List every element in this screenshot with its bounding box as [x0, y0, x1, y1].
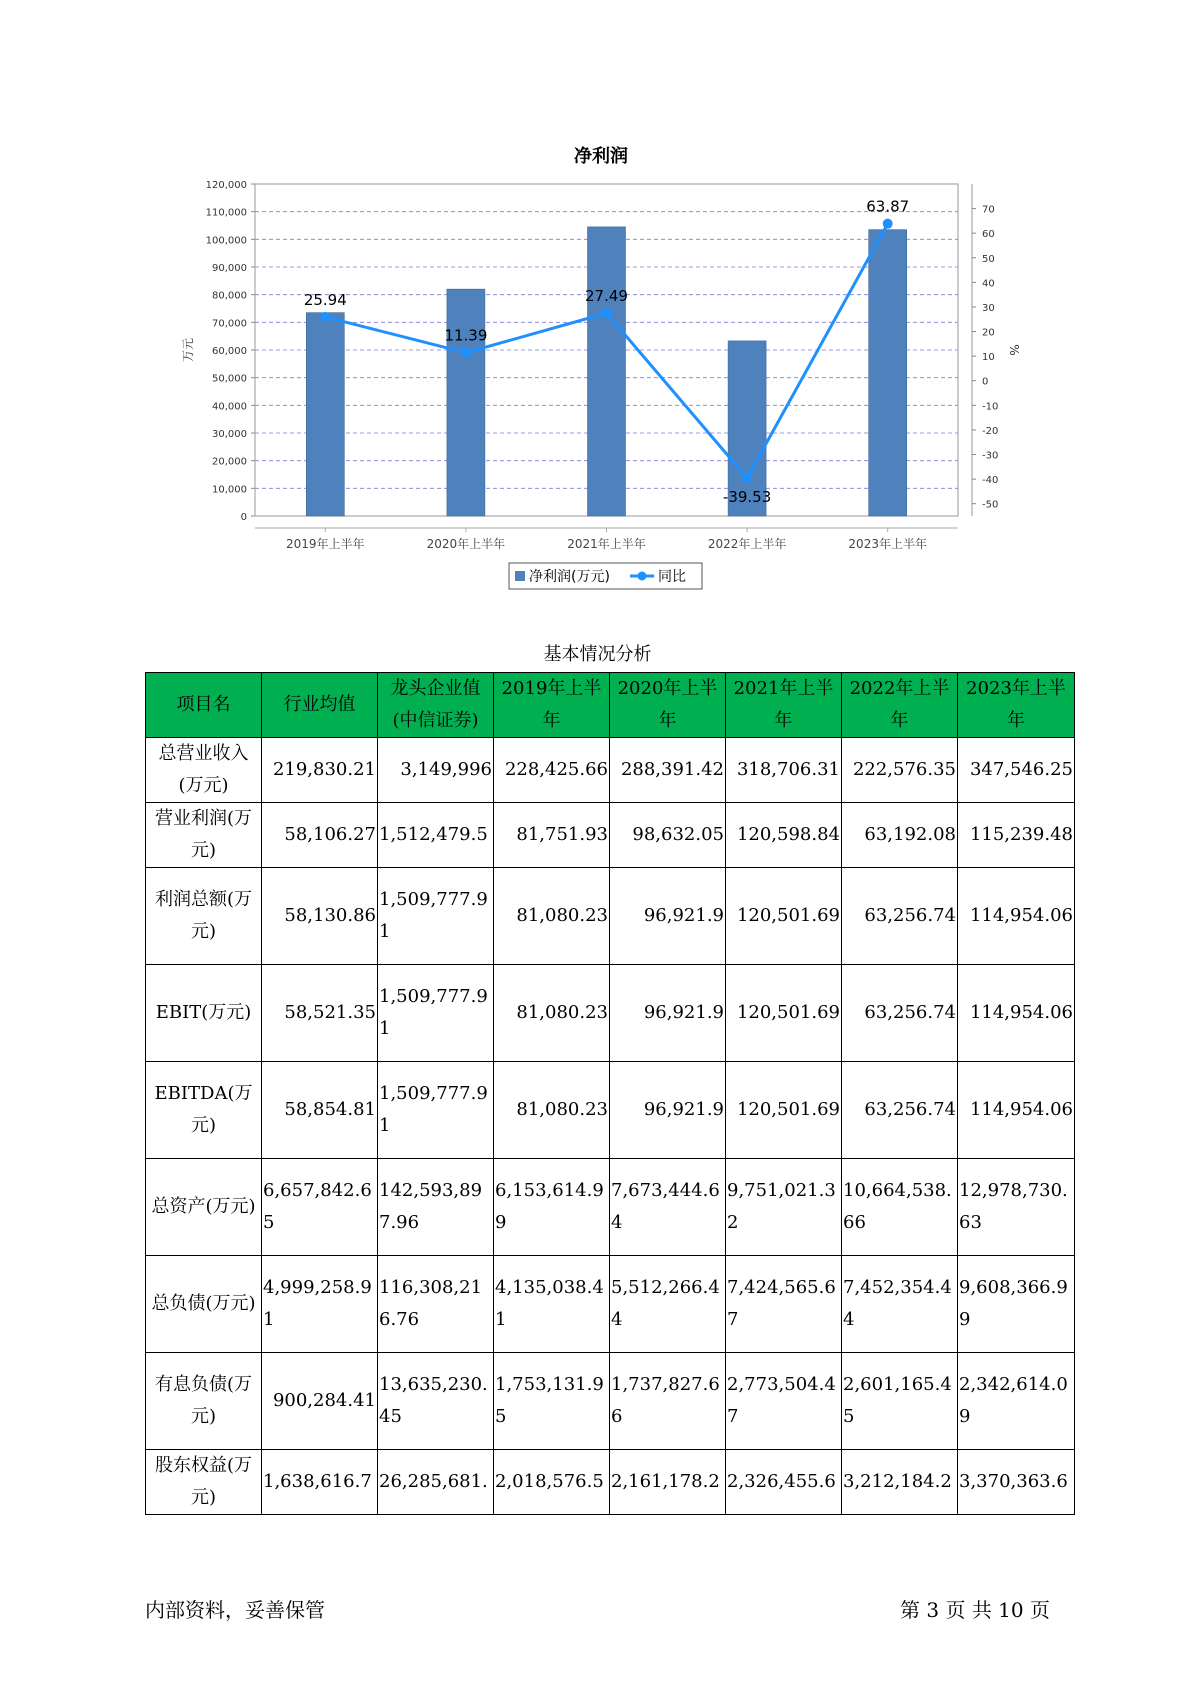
y2-tick-label: 60: [982, 229, 995, 241]
value-cell: 58,854.81: [262, 1062, 378, 1159]
basic-analysis-table: [145, 672, 1075, 1515]
row-label-cell: 总营业收入(万元): [146, 738, 262, 803]
y-tick-label: 70,000: [212, 318, 247, 330]
bar-net-profit: [588, 227, 626, 516]
row-label-cell: 总负债(万元): [146, 1256, 262, 1353]
table-header-row: [146, 673, 1075, 738]
legend-label-net-profit: 净利润(万元): [529, 569, 610, 585]
data-label-yoy: 25.94: [303, 290, 347, 309]
value-cell: 116,308,216.76: [378, 1256, 494, 1353]
value-cell: 6,657,842.65: [262, 1159, 378, 1256]
row-label-cell: 股东权益(万元): [146, 1450, 262, 1515]
header-cell: 项目名: [146, 673, 262, 738]
value-cell: 63,192.08: [842, 803, 958, 868]
y-tick-label: 50,000: [212, 373, 247, 385]
legend-label-yoy: 同比: [658, 569, 686, 585]
data-label-yoy: 63.87: [866, 197, 910, 216]
value-cell: 2,326,455.6: [726, 1450, 842, 1515]
table-row: [146, 965, 1075, 1062]
y2-tick-label: -50: [982, 499, 999, 511]
y2-tick-label: 70: [982, 204, 995, 216]
value-cell: 96,921.9: [610, 868, 726, 965]
value-cell: 81,080.23: [494, 868, 610, 965]
net-profit-chart: [0, 0, 1191, 600]
value-cell: 3,212,184.2: [842, 1450, 958, 1515]
value-cell: 58,130.86: [262, 868, 378, 965]
y2-tick-label: 40: [982, 278, 995, 290]
value-cell: 96,921.9: [610, 965, 726, 1062]
value-cell: 120,501.69: [726, 868, 842, 965]
value-cell: 120,598.84: [726, 803, 842, 868]
value-cell: 6,153,614.99: [494, 1159, 610, 1256]
value-cell: 98,632.05: [610, 803, 726, 868]
value-cell: 2,018,576.5: [494, 1450, 610, 1515]
table-row: [146, 1256, 1075, 1353]
legend-marker-yoy: [638, 572, 647, 581]
y-tick-label: 110,000: [205, 207, 247, 219]
value-cell: 288,391.42: [610, 738, 726, 803]
table-body: [146, 738, 1075, 1515]
y2-tick-label: 20: [982, 327, 995, 339]
row-label-cell: 总资产(万元): [146, 1159, 262, 1256]
point-yoy: [461, 348, 471, 358]
y-tick-label: 60,000: [212, 346, 247, 357]
point-yoy: [883, 219, 893, 229]
data-label-yoy: 27.49: [585, 287, 628, 306]
value-cell: 142,593,897.96: [378, 1159, 494, 1256]
value-cell: 96,921.9: [610, 1062, 726, 1159]
value-cell: 58,521.35: [262, 965, 378, 1062]
x-tick-label: 2022年上半年: [707, 537, 787, 551]
y2-tick-label: 30: [982, 302, 995, 314]
legend-swatch-net-profit: [515, 571, 525, 581]
value-cell: 26,285,681.: [378, 1450, 494, 1515]
value-cell: 10,664,538.66: [842, 1159, 958, 1256]
row-label-cell: EBITDA(万元): [146, 1062, 262, 1159]
value-cell: 1,753,131.95: [494, 1353, 610, 1450]
point-yoy: [320, 312, 330, 322]
header-cell: 龙头企业值(中信证券): [378, 673, 494, 738]
table-row: [146, 1159, 1075, 1256]
row-label-cell: EBIT(万元): [146, 965, 262, 1062]
data-label-yoy: 11.39: [444, 326, 488, 345]
y2-tick-label: 50: [982, 253, 995, 265]
value-cell: 7,452,354.44: [842, 1256, 958, 1353]
value-cell: 5,512,266.44: [610, 1256, 726, 1353]
y2-tick-label: 0: [982, 376, 989, 388]
y-tick-label: 30,000: [212, 429, 247, 440]
header-cell: 2019年上半年: [494, 673, 610, 738]
value-cell: 81,080.23: [494, 1062, 610, 1159]
value-cell: 7,424,565.67: [726, 1256, 842, 1353]
bar-net-profit: [306, 313, 344, 516]
value-cell: 114,954.06: [958, 868, 1075, 965]
y2-tick-label: -40: [982, 475, 999, 487]
table-row: [146, 868, 1075, 965]
bar-net-profit: [447, 289, 485, 516]
header-cell: 2020年上半年: [610, 673, 726, 738]
y2-axis-label: %: [1007, 344, 1021, 356]
x-tick-label: 2021年上半年: [567, 537, 646, 551]
value-cell: 81,080.23: [494, 965, 610, 1062]
value-cell: 63,256.74: [842, 965, 958, 1062]
value-cell: 900,284.41: [262, 1353, 378, 1450]
table-row: [146, 1450, 1075, 1515]
value-cell: 4,135,038.41: [494, 1256, 610, 1353]
value-cell: 1,638,616.7: [262, 1450, 378, 1515]
value-cell: 318,706.31: [726, 738, 842, 803]
value-cell: 120,501.69: [726, 965, 842, 1062]
value-cell: 1,509,777.91: [378, 868, 494, 965]
value-cell: 7,673,444.64: [610, 1159, 726, 1256]
value-cell: 2,601,165.45: [842, 1353, 958, 1450]
y2-tick-label: -10: [982, 401, 999, 413]
y-tick-label: 100,000: [205, 235, 247, 247]
value-cell: 9,608,366.99: [958, 1256, 1075, 1353]
value-cell: 1,512,479.5: [378, 803, 494, 868]
y2-tick-label: -20: [982, 425, 999, 437]
y-tick-label: 40,000: [212, 401, 247, 413]
value-cell: 9,751,021.32: [726, 1159, 842, 1256]
table-row: [146, 738, 1075, 803]
value-cell: 120,501.69: [726, 1062, 842, 1159]
value-cell: 63,256.74: [842, 868, 958, 965]
row-label-cell: 利润总额(万元): [146, 868, 262, 965]
point-yoy: [742, 473, 752, 483]
bar-net-profit: [869, 230, 907, 516]
data-label-yoy: -39.53: [722, 487, 772, 506]
value-cell: 219,830.21: [262, 738, 378, 803]
value-cell: 1,509,777.91: [378, 1062, 494, 1159]
value-cell: 1,737,827.66: [610, 1353, 726, 1450]
value-cell: 222,576.35: [842, 738, 958, 803]
header-cell: 2021年上半年: [726, 673, 842, 738]
y-tick-label: 80,000: [212, 290, 247, 302]
y2-tick-label: -30: [982, 450, 999, 462]
footer-confidential: 内部资料，妥善保管: [145, 1598, 325, 1622]
y-tick-label: 90,000: [212, 263, 247, 274]
table-row: [146, 1353, 1075, 1450]
y-tick-label: 120,000: [205, 180, 247, 191]
y-axis-label: 万元: [181, 337, 195, 363]
chart-title: 净利润: [574, 146, 628, 167]
header-cell: 2023年上半年: [958, 673, 1075, 738]
x-tick-label: 2020年上半年: [426, 537, 506, 551]
value-cell: 81,751.93: [494, 803, 610, 868]
value-cell: 58,106.27: [262, 803, 378, 868]
footer-page-number: 第 3 页 共 10 页: [900, 1598, 1050, 1622]
y-tick-label: 20,000: [212, 456, 247, 468]
value-cell: 114,954.06: [958, 965, 1075, 1062]
value-cell: 63,256.74: [842, 1062, 958, 1159]
table-row: [146, 803, 1075, 868]
value-cell: 13,635,230.45: [378, 1353, 494, 1450]
y-tick-label: 0: [240, 512, 247, 523]
row-label-cell: 有息负债(万元): [146, 1353, 262, 1450]
y-tick-label: 10,000: [212, 484, 247, 496]
value-cell: 1,509,777.91: [378, 965, 494, 1062]
value-cell: 228,425.66: [494, 738, 610, 803]
value-cell: 3,149,996: [378, 738, 494, 803]
y2-tick-label: 10: [982, 352, 995, 364]
value-cell: 347,546.25: [958, 738, 1075, 803]
value-cell: 2,161,178.2: [610, 1450, 726, 1515]
table-title: 基本情况分析: [543, 644, 652, 665]
header-cell: 2022年上半年: [842, 673, 958, 738]
table-row: [146, 1062, 1075, 1159]
value-cell: 2,342,614.09: [958, 1353, 1075, 1450]
value-cell: 12,978,730.63: [958, 1159, 1075, 1256]
x-tick-label: 2019年上半年: [286, 537, 365, 551]
x-tick-label: 2023年上半年: [848, 537, 927, 551]
row-label-cell: 营业利润(万元): [146, 803, 262, 868]
value-cell: 3,370,363.6: [958, 1450, 1075, 1515]
value-cell: 4,999,258.91: [262, 1256, 378, 1353]
header-cell: 行业均值: [262, 673, 378, 738]
value-cell: 114,954.06: [958, 1062, 1075, 1159]
value-cell: 2,773,504.47: [726, 1353, 842, 1450]
point-yoy: [602, 308, 612, 318]
value-cell: 115,239.48: [958, 803, 1075, 868]
